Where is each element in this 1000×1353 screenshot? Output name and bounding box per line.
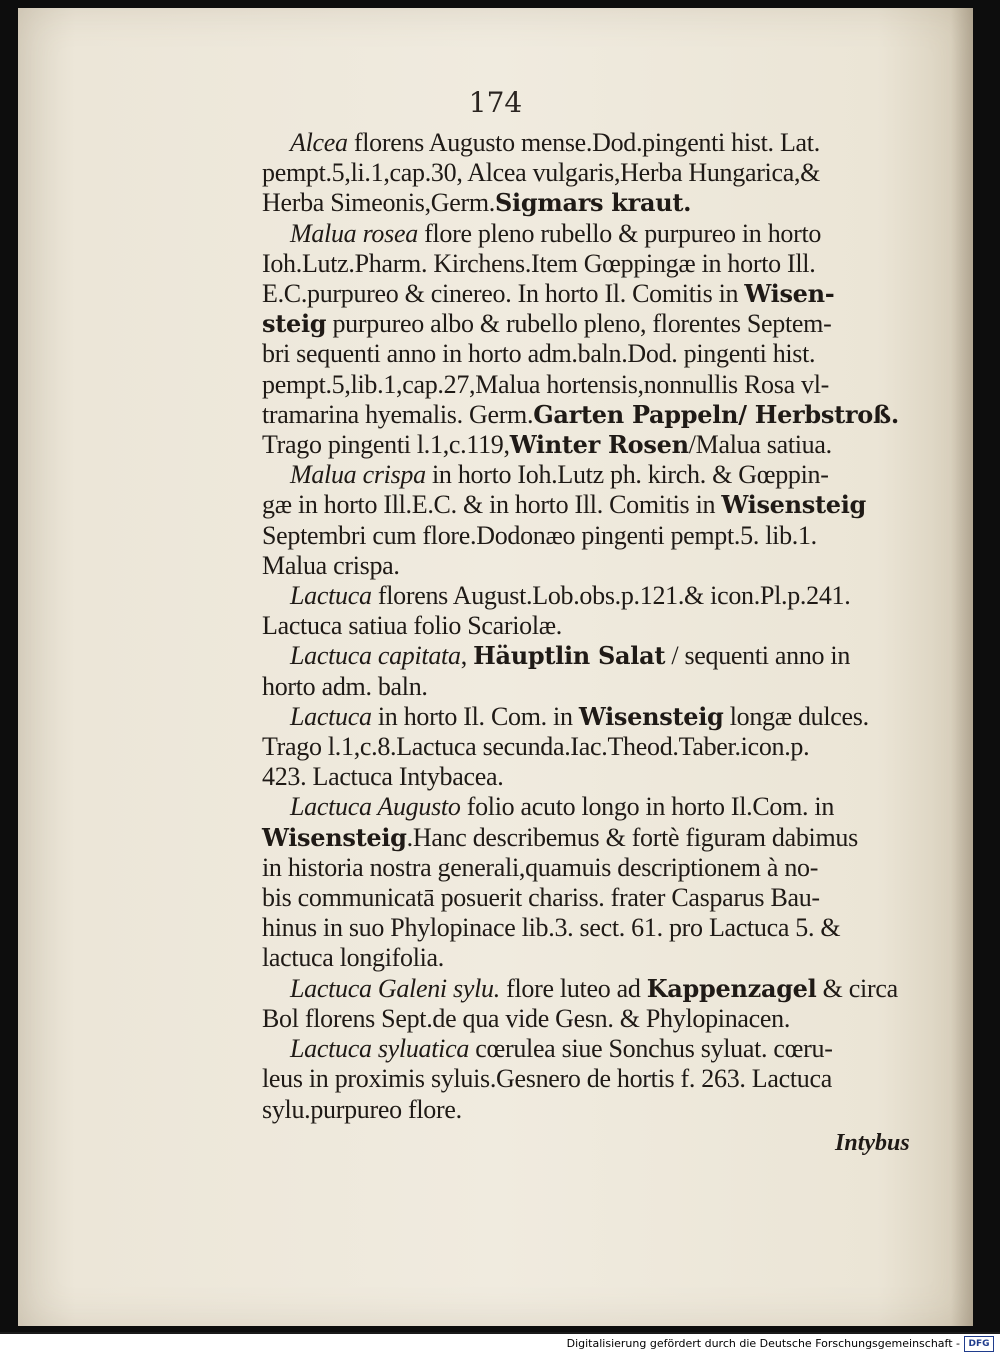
entry: [262, 581, 922, 641]
text-segment: bri sequenti anno in horto adm.baln.Dod. pingenti hist.: [262, 339, 816, 369]
entry-heading: Lactuca: [290, 581, 372, 611]
text-segment: 423. Lactuca Intybacea.: [262, 762, 504, 792]
german-term: steig: [262, 309, 327, 339]
german-term: Wisen-: [744, 279, 835, 309]
text-segment: tramarina hyemalis. Germ.: [262, 399, 534, 429]
text-segment: gæ in horto Ill.E.C. & in horto Ill. Comitis in: [262, 490, 722, 520]
text-segment: ,: [460, 641, 474, 671]
text-line: [262, 430, 922, 460]
text-segment: Lactuca satiua folio Scariolæ.: [262, 611, 563, 641]
entry: [262, 128, 922, 219]
text-line: [262, 370, 922, 400]
entry-heading: Malua crispa: [290, 460, 426, 490]
text-line: [262, 339, 922, 369]
text-line: [262, 883, 922, 913]
entry: [262, 1034, 922, 1125]
catchword: Intybus: [835, 1130, 910, 1156]
page-number: 174: [468, 86, 523, 119]
text-segment: & circa: [816, 973, 898, 1003]
german-term: Kappenzagel: [646, 973, 817, 1003]
entry: [262, 702, 922, 793]
entry-heading: Lactuca: [290, 701, 372, 731]
text-line: [262, 219, 922, 249]
text-segment: Bol florens Sept.de qua vide Gesn. & Phylopinacen.: [262, 1003, 791, 1033]
text-line: [262, 913, 922, 943]
text-segment: Trago pingenti l.1,c.119,: [262, 430, 510, 460]
text-segment: horto adm. baln.: [262, 671, 428, 701]
text-segment: in historia nostra generali,quamuis descriptionem à no-: [262, 852, 819, 882]
text-segment: Trago l.1,c.8.Lactuca secunda.Iac.Theod.Taber.icon.p.: [262, 732, 810, 762]
text-line: [262, 792, 922, 822]
text-segment: Herba Simeonis,Germ.: [262, 188, 496, 218]
text-line: [262, 521, 922, 551]
text-segment: pempt.5,lib.1,cap.27,Malua hortensis,nonnullis Rosa vl-: [262, 369, 829, 399]
text-line: [262, 460, 922, 490]
text-line: [262, 702, 922, 732]
text-line: [262, 400, 922, 430]
text-segment: florens August.Lob.obs.p.121.& icon.Pl.p.241.: [371, 581, 851, 611]
text-line: [262, 853, 922, 883]
text-line: [262, 974, 922, 1004]
text-segment: sylu.purpureo flore.: [262, 1094, 462, 1124]
text-line: [262, 641, 922, 671]
german-term: Sigmars kraut.: [495, 188, 692, 218]
text-segment: .Hanc describemus & fortè figuram dabimus: [406, 822, 858, 852]
footer-bar: [0, 1334, 1000, 1353]
entry-heading: Lactuca capitata: [290, 641, 461, 671]
text-line: [262, 762, 922, 792]
entry-heading: Lactuca syluatica: [290, 1034, 470, 1064]
entry: [262, 974, 922, 1034]
text-segment: E.C.purpureo & cinereo. In horto Il. Comitis in: [262, 279, 745, 309]
text-segment: in horto Il. Com. in: [371, 701, 579, 731]
text-line: [262, 943, 922, 973]
text-segment: / sequenti anno in: [665, 641, 851, 671]
text-line: [262, 249, 922, 279]
text-segment: leus in proximis syluis.Gesnero de hortis f. 263. Lactuca: [262, 1064, 832, 1094]
entry-heading: Alcea: [290, 128, 348, 157]
text-line: [262, 732, 922, 762]
text-line: [262, 128, 922, 158]
text-segment: florens Augusto mense.Dod.pingenti hist. Lat.: [347, 128, 820, 157]
footer-credit: Digitalisierung gefördert durch die Deutsche Forschungsgemeinschaft -: [566, 1337, 960, 1350]
entry: [262, 792, 922, 973]
german-term: Winter Rosen: [509, 430, 689, 460]
text-line: [262, 611, 922, 641]
page-edge-shadow: [951, 8, 973, 1326]
text-segment: purpureo albo & rubello pleno, florentes Septem-: [326, 309, 832, 339]
text-line: [262, 490, 922, 520]
text-segment: Malua crispa.: [262, 550, 400, 580]
german-term: Häuptlin Salat: [473, 641, 666, 671]
text-line: [262, 279, 922, 309]
german-term: Garten Pappeln/ Herbstroß.: [533, 399, 899, 429]
text-segment: folio acuto longo in horto Il.Com. in: [460, 792, 835, 822]
text-segment: Septembri cum flore.Dodonæo pingenti pempt.5. lib.1.: [262, 520, 817, 550]
text-segment: flore pleno rubello & purpureo in horto: [417, 218, 822, 248]
german-term: Wisensteig: [578, 701, 724, 731]
entry-heading: Lactuca Augusto: [290, 792, 461, 822]
entry: [262, 219, 922, 461]
entry-heading: Lactuca Galeni sylu.: [290, 973, 500, 1003]
text-segment: bis communicatā posuerit chariss. frater Casparus Bau-: [262, 883, 820, 913]
text-segment: flore luteo ad: [499, 973, 647, 1003]
text-line: [262, 551, 922, 581]
body-text: [262, 128, 922, 1125]
text-line: [262, 309, 922, 339]
entry: [262, 641, 922, 701]
text-segment: in horto Ioh.Lutz ph. kirch. & Gœppin-: [425, 460, 829, 490]
text-line: [262, 1004, 922, 1034]
text-line: [262, 188, 922, 218]
entry: [262, 460, 922, 581]
text-line: [262, 1064, 922, 1094]
text-segment: /Malua satiua.: [688, 430, 832, 460]
text-line: [262, 1034, 922, 1064]
dfg-logo-icon: DFG: [964, 1336, 994, 1352]
german-term: Wisensteig: [262, 822, 407, 852]
text-segment: longæ dulces.: [723, 701, 869, 731]
text-line: [262, 1095, 922, 1125]
entry-heading: Malua rosea: [290, 218, 418, 248]
text-line: [262, 158, 922, 188]
text-segment: lactuca longifolia.: [262, 943, 445, 973]
text-segment: pempt.5,li.1,cap.30, Alcea vulgaris,Herba Hungarica,&: [262, 158, 821, 188]
text-line: [262, 581, 922, 611]
text-line: [262, 823, 922, 853]
german-term: Wisensteig: [721, 490, 867, 520]
text-segment: hinus in suo Phylopinace lib.3. sect. 61. pro Lactuca 5. &: [262, 913, 841, 943]
text-line: [262, 672, 922, 702]
text-segment: Ioh.Lutz.Pharm. Kirchens.Item Gœppingæ in horto Ill.: [262, 248, 816, 278]
text-segment: cœrulea siue Sonchus syluat. cœru-: [469, 1034, 833, 1064]
